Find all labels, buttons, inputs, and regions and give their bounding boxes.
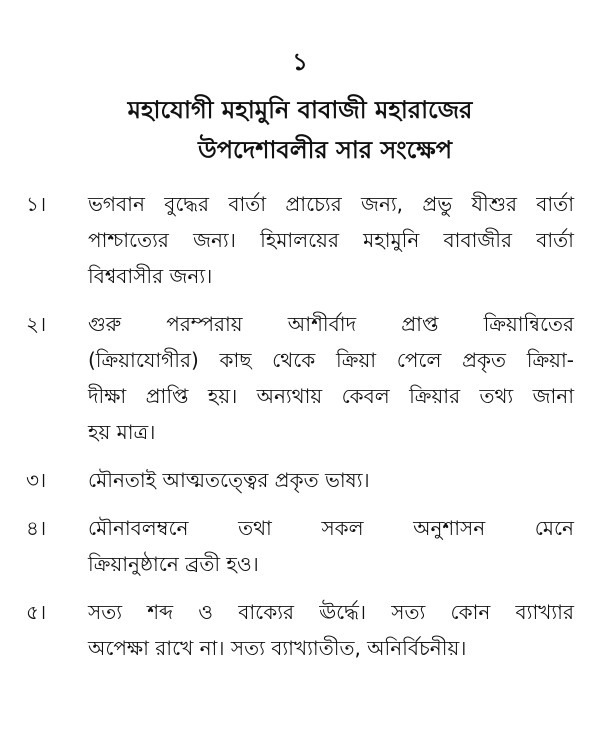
item-text bbox=[88, 462, 574, 498]
list-item bbox=[26, 510, 574, 582]
item-line: (ক্রিয়াযোগীর) কাছ থেকে ক্রিয়া পেলে প্রকৃত ক্রিয়া- bbox=[88, 348, 574, 372]
item-number: ৩। bbox=[26, 468, 47, 492]
item-number: ২। bbox=[26, 312, 47, 336]
list-item bbox=[26, 306, 574, 450]
teachings-list bbox=[26, 186, 574, 678]
list-item bbox=[26, 462, 574, 498]
item-text bbox=[88, 594, 574, 666]
item-number: ১। bbox=[26, 192, 47, 216]
item-line: মৌনাবলম্বনে তথা সকল অনুশাসন মেনে bbox=[88, 516, 574, 540]
item-line: সত্য শব্দ ও বাক্যের ঊর্দ্ধে। সত্য কোন ব্যাখ্যার bbox=[88, 600, 574, 624]
item-line: ভগবান বুদ্ধের বার্তা প্রাচ্যের জন্য, প্রভু যীশুর বার্তা bbox=[88, 192, 574, 216]
item-line: মৌনতাই আত্মতত্ত্বের প্রকৃত ভাষ্য। bbox=[88, 468, 370, 492]
item-line: বিশ্ববাসীর জন্য। bbox=[88, 264, 213, 288]
title-line-1: মহাযোগী মহামুনি বাবাজী মহারাজের bbox=[127, 96, 473, 124]
item-text bbox=[88, 510, 574, 582]
list-item bbox=[26, 594, 574, 666]
item-line: গুরু পরম্পরায় আশীর্বাদ প্রাপ্ত ক্রিয়ান্বিতের bbox=[88, 312, 574, 336]
item-text bbox=[88, 186, 574, 294]
list-item bbox=[26, 186, 574, 294]
item-line: পাশ্চাত্যের জন্য। হিমালয়ের মহামুনি বাবাজীর বার্তা bbox=[88, 228, 574, 252]
title-line-2: উপদেশাবলীর সার সংক্ষেপ bbox=[198, 136, 452, 164]
item-number: ৫। bbox=[26, 600, 47, 624]
item-line: হয় মাত্র। bbox=[88, 420, 156, 444]
item-line: দীক্ষা প্রাপ্তি হয়। অন্যথায় কেবল ক্রিয়ার তথ্য জানা bbox=[88, 384, 574, 408]
item-number: ৪। bbox=[26, 516, 47, 540]
item-line: অপেক্ষা রাখে না। সত্য ব্যাখ্যাতীত, অনির্বিচনীয়। bbox=[88, 636, 467, 660]
item-text bbox=[88, 306, 574, 450]
page-number: ১ bbox=[292, 48, 308, 76]
page-title bbox=[0, 90, 600, 170]
item-line: ক্রিয়ানুষ্ঠানে ব্রতী হও। bbox=[88, 552, 259, 576]
